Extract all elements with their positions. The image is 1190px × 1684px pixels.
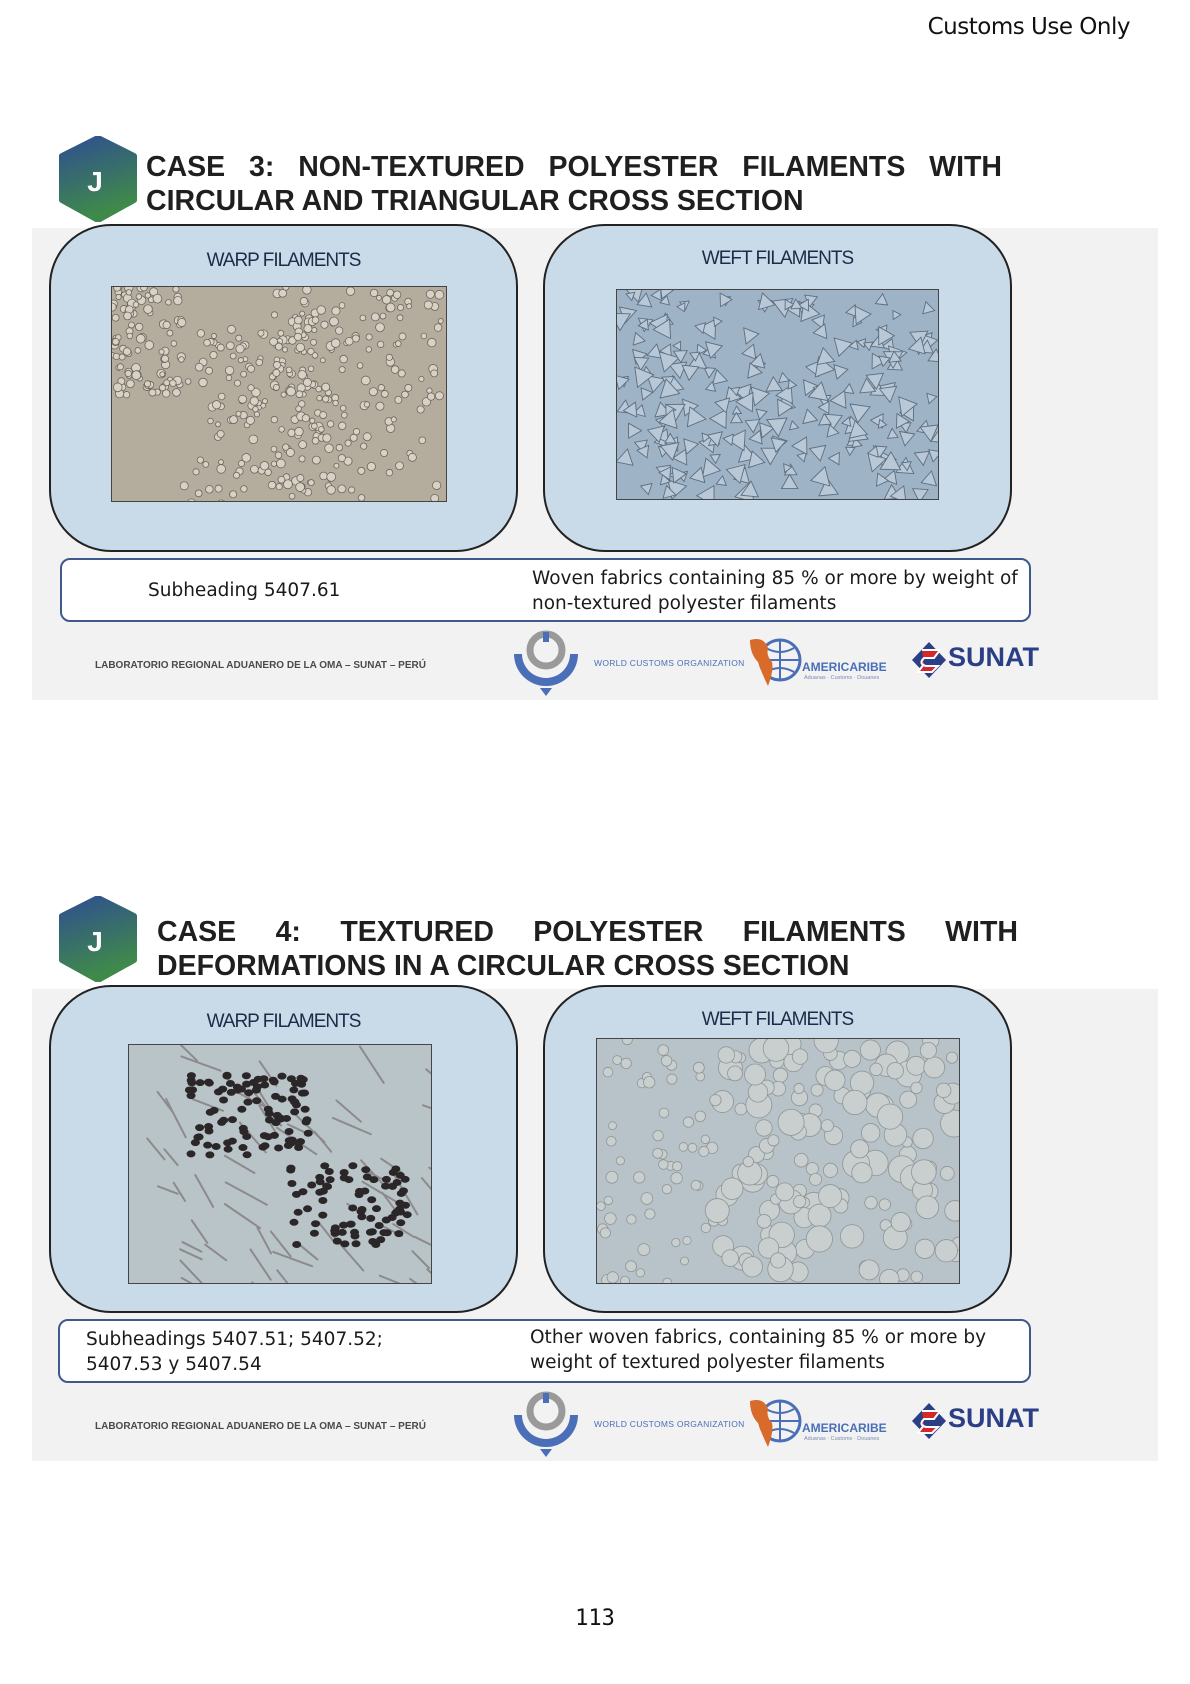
page-number: 113 [575,1606,615,1631]
description-text: Woven fabrics containing 85 % or more by weight of non-textured polyester filaments [532,568,1018,614]
sunat-logo-icon [910,640,948,680]
warp-micrograph-image [128,1044,432,1284]
americaribe-label-text: AMERICARIBE [802,660,887,674]
warp-filaments-label: WARP FILAMENTS [206,250,361,271]
warp-filaments-label: WARP FILAMENTS [206,1011,361,1032]
americaribe-label [802,660,887,674]
badge-letter: J [87,166,103,197]
warp-filaments-panel [49,985,518,1313]
weft-filaments-panel [543,985,1012,1313]
case-3-slide [32,228,1158,700]
title-word: FILAMENTS [742,151,906,183]
sunat-logo-icon [910,1401,948,1441]
americaribe-sub: Aduanas · Customs · Douanes [804,1436,880,1442]
title-word: POLYESTER [533,916,704,948]
title-line-2: CIRCULAR AND TRIANGULAR CROSS SECTION [146,185,804,217]
weft-filaments-label: WEFT FILAMENTS [701,248,854,269]
subheading-text: Subheadings 5407.51; 5407.52; 5407.53 y 5407.54 [86,1329,383,1375]
case-4-slide [32,989,1158,1461]
title-word: POLYESTER [548,151,719,183]
warp-micrograph-image [111,286,447,502]
americaribe-globe-icon [744,1395,804,1451]
description-text: Other woven fabrics, containing 85 % or more by weight of textured polyester filaments [530,1327,987,1373]
warp-filaments-panel [49,224,518,552]
subheading-text: Subheading 5407.61 [148,580,341,601]
weft-micrograph-image [596,1038,960,1284]
wco-label: WORLD CUSTOMS ORGANIZATION [594,658,745,668]
weft-micrograph-image [616,289,939,500]
title-word: TEXTURED [340,916,494,948]
lab-footer-text: LABORATORIO REGIONAL ADUANERO DE LA OMA – SUNAT – PERÚ [95,660,426,671]
title-word: NON-TEXTURED [298,151,525,183]
title-word: CASE [146,151,226,183]
title-word: FILAMENTS [742,916,906,948]
americaribe-globe-icon [744,634,804,690]
wco-logo-icon [510,1391,582,1457]
americaribe-label [802,1421,887,1435]
customs-use-only-note: Customs Use Only [927,14,1130,40]
weft-filaments-panel [543,224,1012,552]
lab-footer-text: LABORATORIO REGIONAL ADUANERO DE LA OMA – SUNAT – PERÚ [95,1421,426,1432]
americaribe-label-text: AMERICARIBE [802,1421,887,1435]
title-word: 3: [249,151,275,183]
americaribe-sub: Aduanas · Customs · Douanes [804,675,880,681]
badge-letter: J [87,926,103,957]
subheading-info-box [60,558,1031,622]
subheading-info-box [58,1319,1031,1383]
sunat-label: SUNAT [948,642,1039,672]
sunat-label: SUNAT [948,1403,1039,1433]
hexagon-badge-icon [58,136,138,222]
case-4-title [157,915,1018,983]
weft-filaments-label: WEFT FILAMENTS [701,1009,854,1030]
wco-logo-icon [510,630,582,696]
title-line-2: DEFORMATIONS IN A CIRCULAR CROSS SECTION [157,950,850,982]
title-word: 4: [275,916,301,948]
hexagon-badge-icon [58,896,138,982]
case-3-title [146,150,1002,218]
wco-label: WORLD CUSTOMS ORGANIZATION [594,1419,745,1429]
title-word: CASE [157,916,237,948]
title-word: WITH [945,916,1018,948]
title-word: WITH [929,151,1002,183]
